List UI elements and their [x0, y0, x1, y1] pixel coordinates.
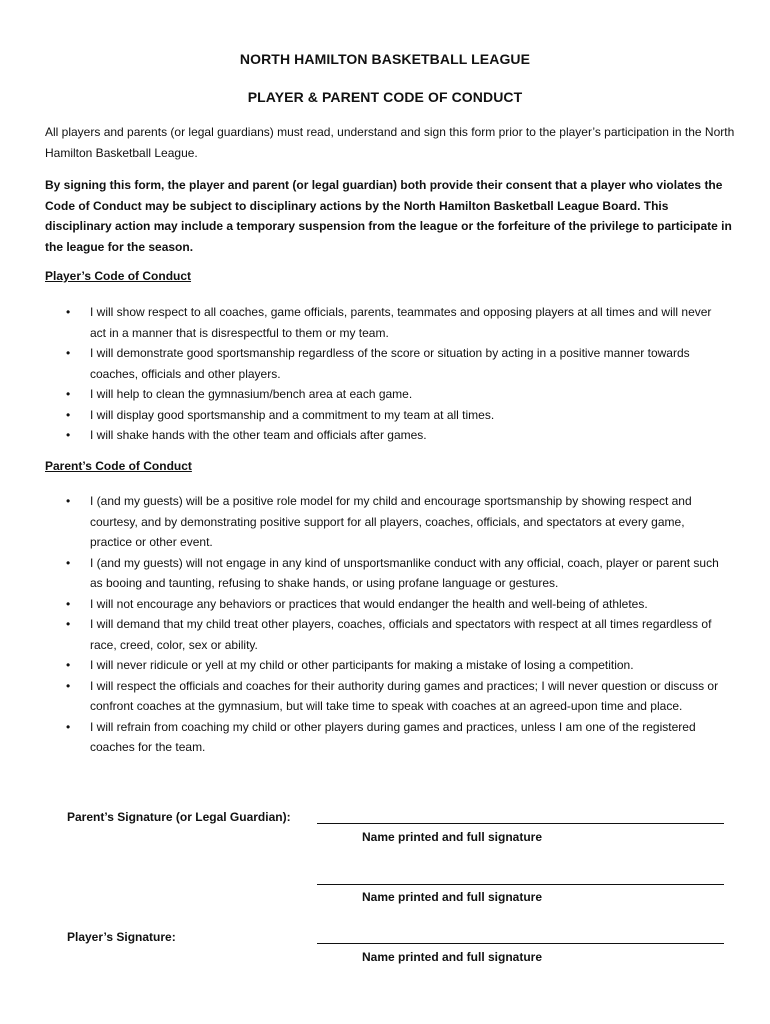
form-title: PLAYER & PARENT CODE OF CONDUCT — [247, 89, 523, 105]
bullet-icon: • — [66, 428, 71, 442]
bullet-icon: • — [66, 658, 71, 672]
signature-caption: Name printed and full signature — [362, 890, 543, 904]
list-item — [0, 302, 720, 343]
list-item-text: I will show respect to all coaches, game officials, parents, teammates and opposing players at all times and will never act in a manner that is disrespectful to them or my team. — [90, 305, 712, 340]
list-item — [0, 717, 720, 758]
bullet-icon: • — [66, 617, 71, 631]
player-code-list — [0, 302, 770, 446]
bullet-icon: • — [66, 678, 71, 693]
list-item — [0, 405, 720, 426]
parent-code-list — [0, 491, 770, 758]
list-item — [0, 491, 720, 553]
bullet-icon: • — [66, 494, 71, 508]
list-item-text: I will demand that my child treat other players, coaches, officials and spectators with respect at all times regardless of race, creed, color, sex or ability. — [90, 617, 712, 652]
bullet-icon: • — [66, 407, 71, 422]
player-code-heading: Player’s Code of Conduct — [45, 269, 192, 283]
list-item — [0, 655, 720, 676]
list-item — [0, 594, 720, 615]
list-item-text: I will help to clean the gymnasium/bench area at each game. — [90, 387, 413, 401]
player-signature-line[interactable] — [317, 943, 724, 944]
bullet-icon: • — [66, 305, 71, 319]
list-item-text: I will refrain from coaching my child or other players during games and practices, unless I am one of the registered coaches for the team. — [90, 719, 696, 754]
list-item — [0, 614, 720, 655]
list-item — [0, 553, 720, 594]
bullet-icon: • — [66, 596, 71, 611]
guardian-signature-line[interactable] — [317, 884, 724, 885]
bullet-icon: • — [66, 719, 71, 734]
list-item-text: I will shake hands with the other team and officials after games. — [90, 428, 427, 442]
player-signature-label: Player’s Signature: — [67, 930, 176, 944]
bullet-icon: • — [66, 387, 71, 401]
list-item — [0, 676, 720, 717]
parent-code-heading: Parent’s Code of Conduct — [45, 459, 192, 473]
consent-paragraph: By signing this form, the player and parent (or legal guardian) both provide their consent that a player who violates the Code of Conduct may be subject to disciplinary actions by the North Hamilton Basketball League Board. This disciplinary action may include a temporary suspension from the league or the forfeiture of the privilege to participate in the league for the season. — [45, 178, 732, 254]
parent-signature-label: Parent’s Signature (or Legal Guardian): — [67, 810, 291, 824]
signature-caption: Name printed and full signature — [362, 950, 543, 964]
list-item-text: I will respect the officials and coaches for their authority during games and practices; I will never question or discuss or confront coaches at the gymnasium, but will take time to speak with coaches at an agreed-upon time and place. — [90, 678, 719, 713]
list-item-text: I will demonstrate good sportsmanship regardless of the score or situation by acting in a positive manner towards coaches, officials and other players. — [90, 346, 690, 381]
parent-signature-line[interactable] — [317, 823, 724, 824]
intro-paragraph: All players and parents (or legal guardians) must read, understand and sign this form prior to the player’s participation in the North Hamilton Basketball League. — [45, 125, 735, 160]
list-item — [0, 343, 720, 384]
list-item-text: I will display good sportsmanship and a commitment to my team at all times. — [90, 407, 495, 422]
list-item-text: I (and my guests) will be a positive role model for my child and encourage sportsmanship by showing respect and courtesy, and by demonstrating positive support for all players, coaches, officials, and spectators at every game, practice or other event. — [90, 494, 692, 549]
list-item-text: I (and my guests) will not engage in any kind of unsportsmanlike conduct with any official, coach, player or parent such as booing and taunting, refusing to shake hands, or using profane language or gestures. — [90, 555, 719, 590]
bullet-icon: • — [66, 346, 71, 360]
list-item-text: I will never ridicule or yell at my child or other participants for making a mistake of losing a competition. — [90, 658, 634, 672]
bullet-icon: • — [66, 555, 71, 570]
list-item — [0, 425, 720, 446]
list-item — [0, 384, 720, 405]
league-title: NORTH HAMILTON BASKETBALL LEAGUE — [239, 51, 531, 67]
signature-caption: Name printed and full signature — [362, 830, 543, 844]
list-item-text: I will not encourage any behaviors or practices that would endanger the health and well-being of athletes. — [90, 596, 648, 611]
